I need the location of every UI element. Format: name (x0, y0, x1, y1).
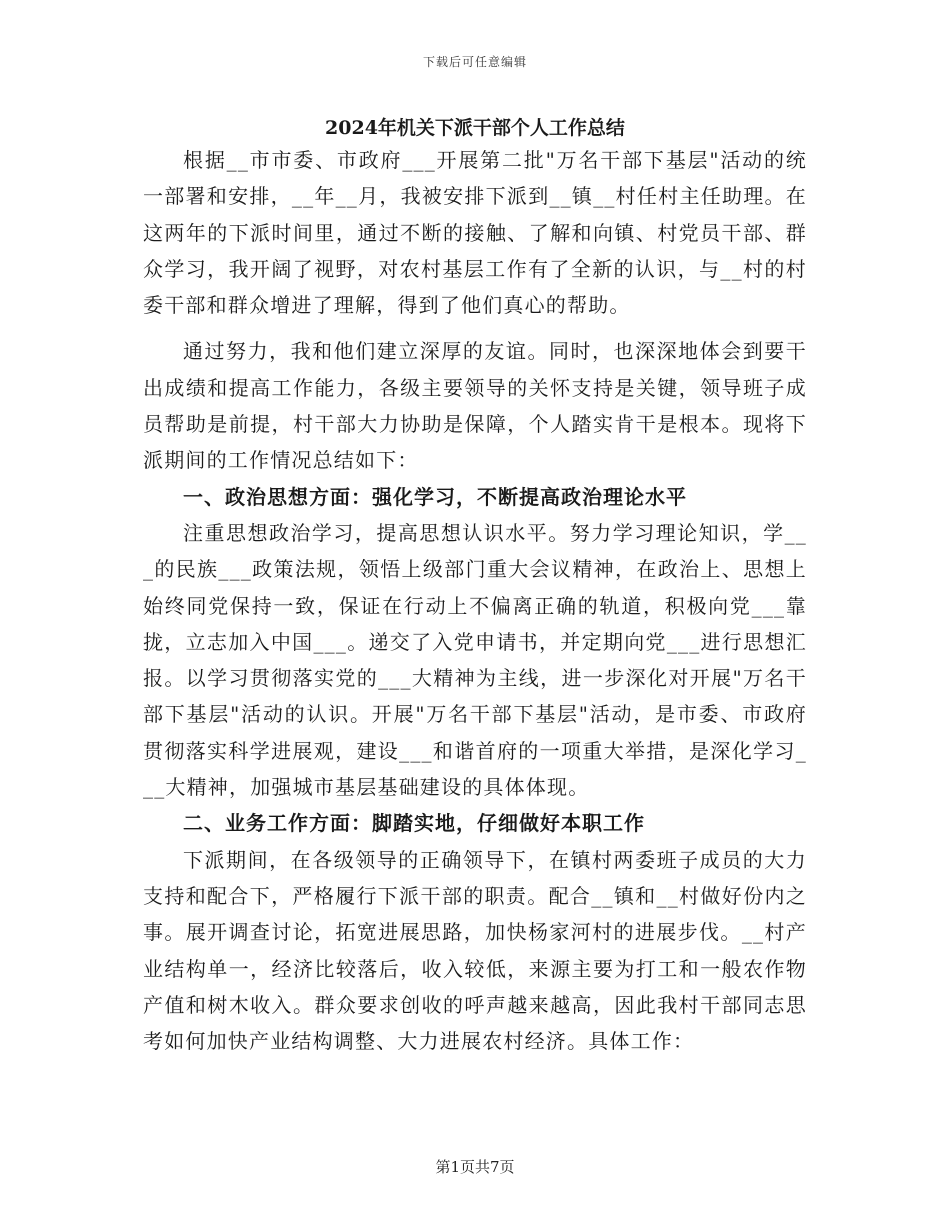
paragraph-political: 注重思想政治学习，提高思想认识水平。努力学习理论知识，学___的民族___政策法规，领悟上级部门重大会议精神，在政治上、思想上始终同党保持一致，保证在行动上不偏离正确的轨道，积极向党___靠拢，立志加入中国___。递交了入党申请书，并定期向党___进行思想汇报。以学习贯彻落实党的___大精神为主线，进一步深化对开展"万名干部下基层"活动的认识。开展"万名干部下基层"活动，是市委、市政府贯彻落实科学进展观，建设___和谐首府的一项重大举措，是深化学习___大精神，加强城市基层基础建设的具体体现。 (143, 520, 807, 800)
paragraph-summary: 通过努力，我和他们建立深厚的友谊。同时，也深深地体会到要干出成绩和提高工作能力，各级主要领导的关怀支持是关键，领导班子成员帮助是前提，村干部大力协助是保障，个人踏实肯干是根本。现将下派期间的工作情况总结如下： (143, 339, 807, 473)
document-title: 2024年机关下派干部个人工作总结 (325, 117, 625, 139)
paragraph-intro: 根据__市市委、市政府___开展第二批"万名干部下基层"活动的统一部署和安排，__年__月，我被安排下派到__镇__村任村主任助理。在这两年的下派时间里，通过不断的接触、了解和向镇、村党员干部、群众学习，我开阔了视野，对农村基层工作有了全新的认识，与__村的村委干部和群众增进了理解，得到了他们真心的帮助。 (143, 148, 807, 318)
page-number: 第1页共7页 (435, 1158, 515, 1176)
section-heading-political: 一、政治思想方面：强化学习，不断提高政治理论水平 (183, 484, 687, 509)
paragraph-work: 下派期间，在各级领导的正确领导下，在镇村两委班子成员的大力支持和配合下，严格履行下派干部的职责。配合__镇和__村做好份内之事。展开调查讨论，拓宽进展思路，加快杨家河村的进展步伐。__村产业结构单一，经济比较落后，收入较低，来源主要为打工和一般农作物产值和树木收入。群众要求创收的呼声越来越高，因此我村干部同志思考如何加快产业结构调整、大力进展农村经济。具体工作： (143, 847, 807, 1054)
header-note: 下载后可任意编辑 (422, 55, 527, 69)
section-heading-work: 二、业务工作方面：脚踏实地，仔细做好本职工作 (183, 811, 645, 836)
document-body (143, 116, 807, 1059)
